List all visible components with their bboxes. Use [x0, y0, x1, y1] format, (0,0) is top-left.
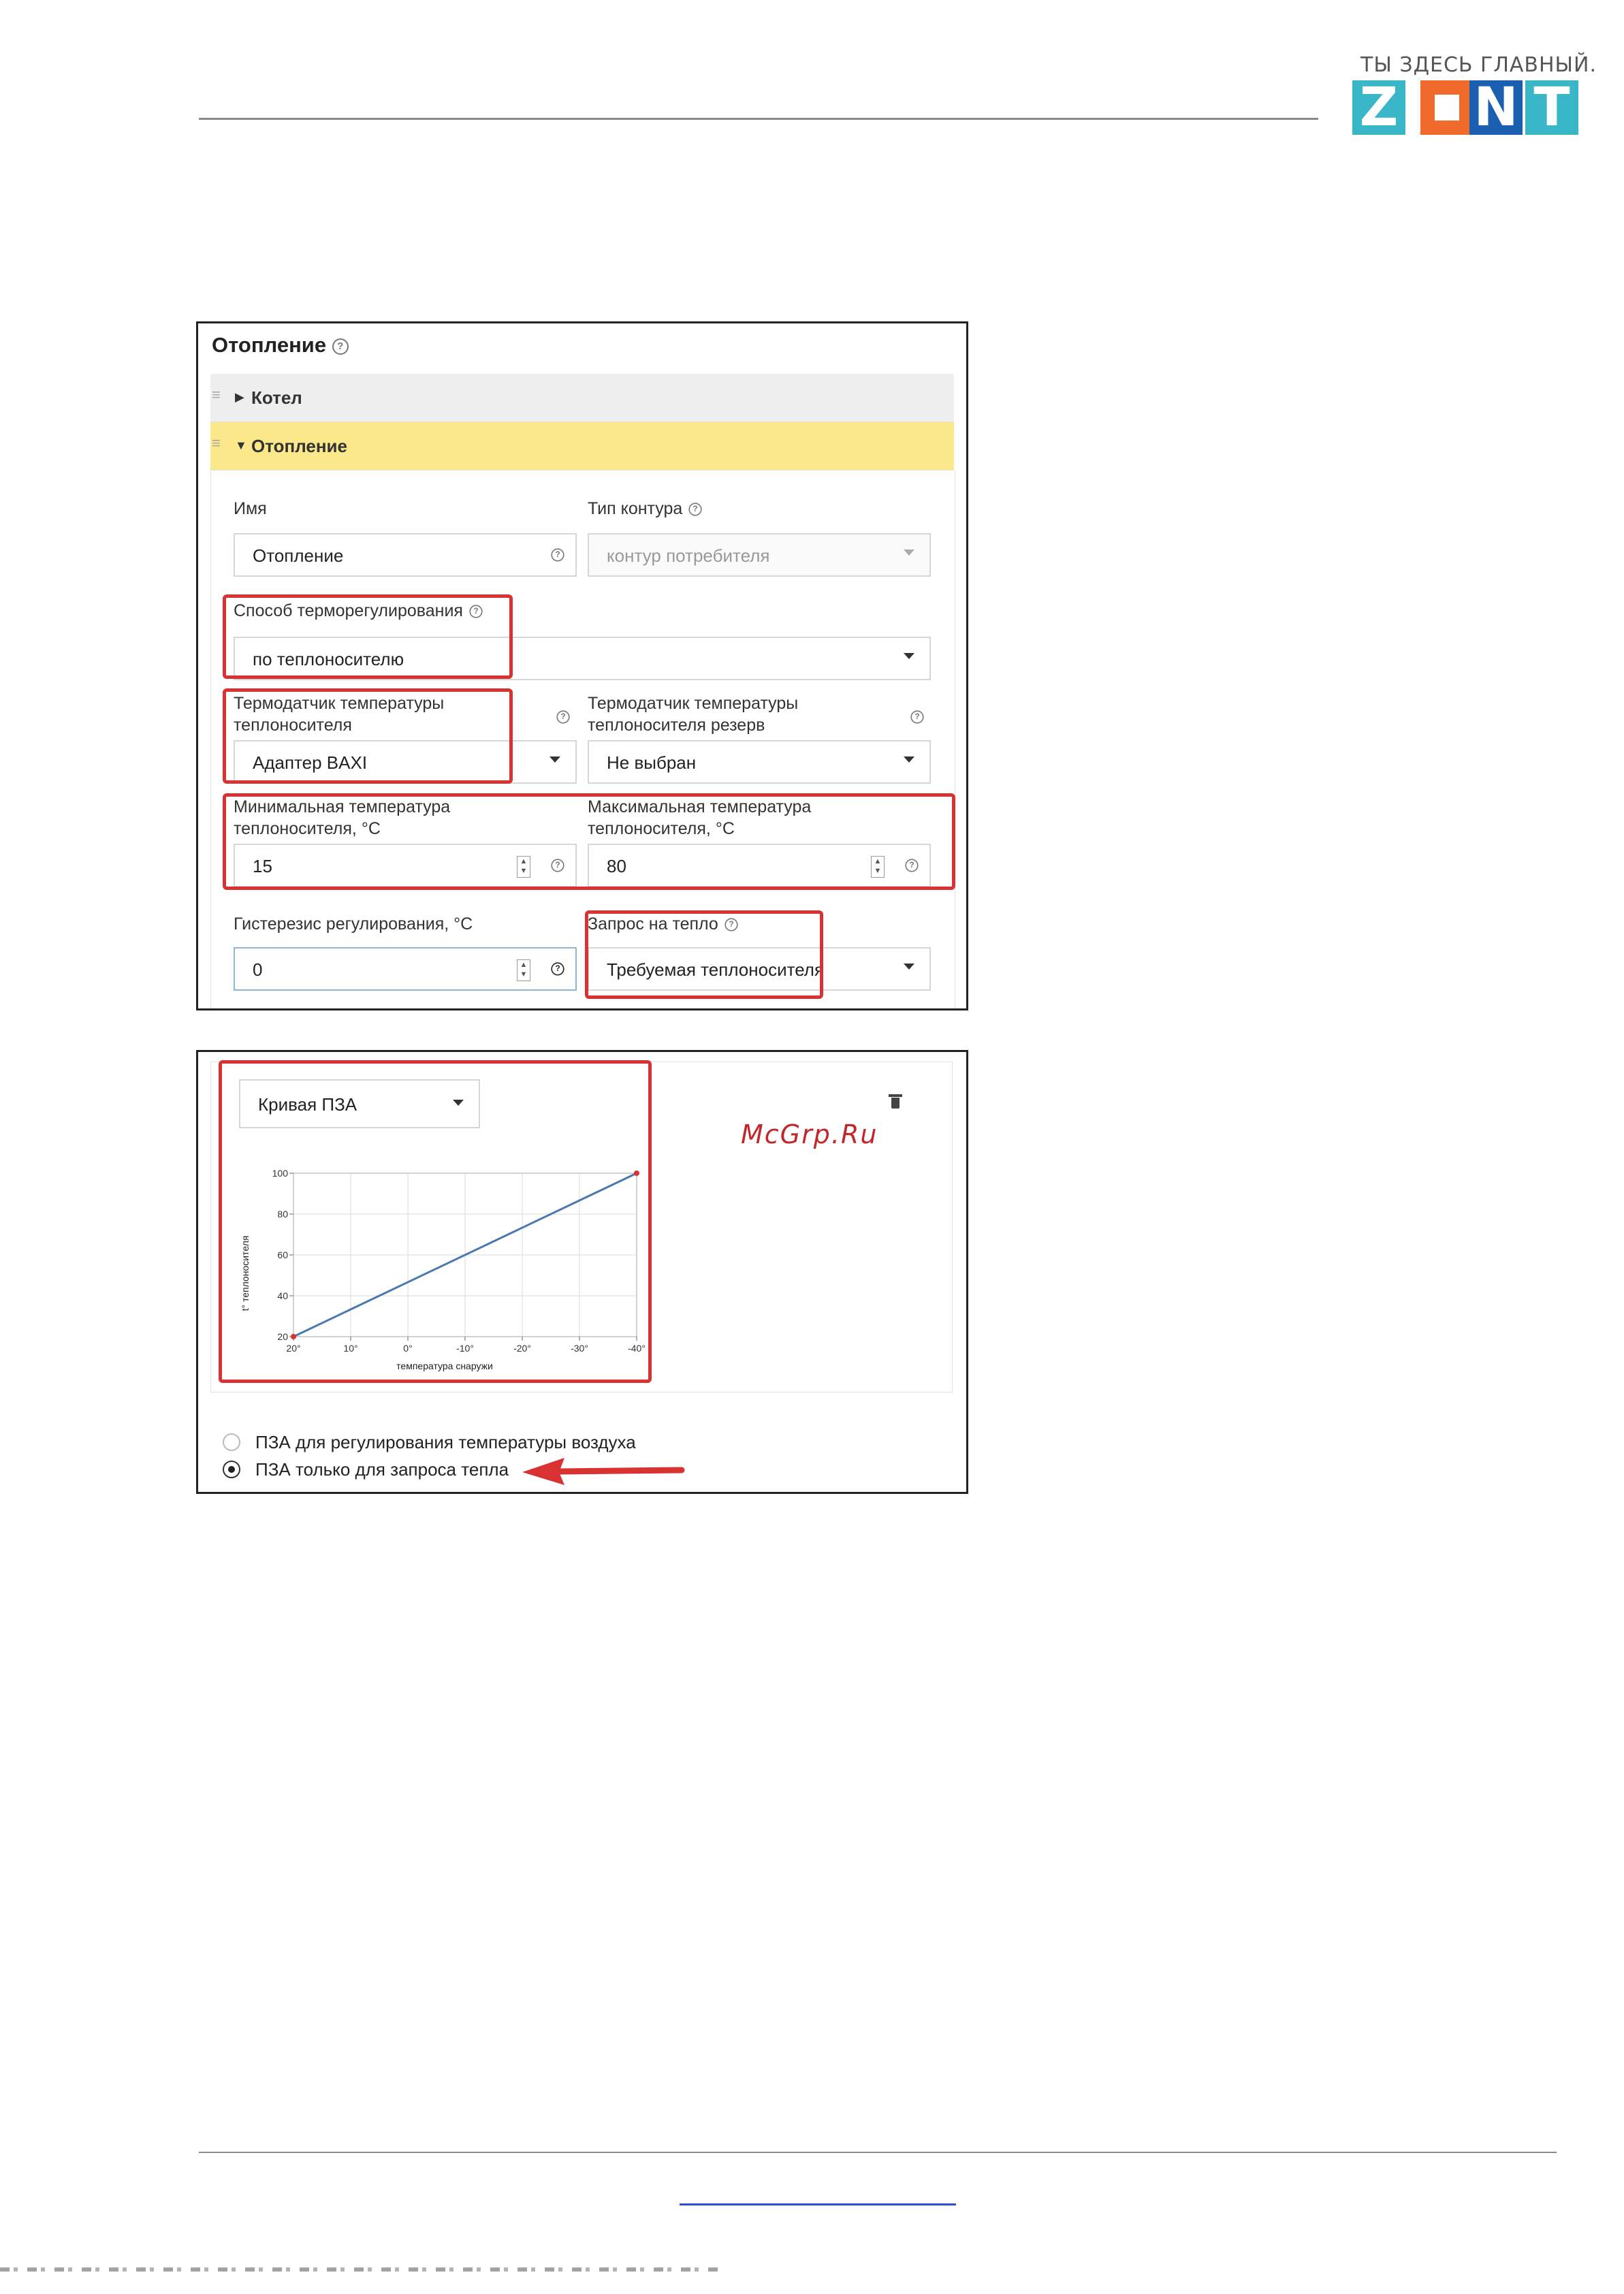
- sensor-label-line1: Термодатчик температуры: [234, 694, 445, 713]
- radio-heat-request-only[interactable]: [223, 1461, 240, 1478]
- min-temp-value: 15: [253, 856, 272, 876]
- help-icon[interactable]: ?: [551, 548, 564, 561]
- row-heating-label: Отопление: [251, 436, 347, 456]
- chart-x-tick-label: -10°: [456, 1343, 474, 1354]
- chart-x-tick-label: -30°: [571, 1343, 588, 1354]
- help-icon[interactable]: ?: [910, 710, 923, 723]
- circuit-type-select[interactable]: [588, 533, 931, 577]
- circuit-type-label-text: Тип контура: [588, 499, 683, 518]
- header-rule: [199, 118, 1318, 120]
- method-select[interactable]: [234, 637, 931, 680]
- help-icon[interactable]: ?: [551, 962, 564, 975]
- help-icon[interactable]: ?: [905, 859, 918, 872]
- sensor-label: [234, 692, 444, 736]
- sensor-reserve-label-line1: Термодатчик температуры: [588, 694, 799, 713]
- max-temp-label-line2: теплоносителя, °С: [588, 819, 735, 838]
- heating-settings-screenshot: [196, 321, 968, 1010]
- help-icon[interactable]: ?: [551, 859, 564, 872]
- name-input[interactable]: [234, 533, 577, 577]
- chart-point: [634, 1170, 639, 1176]
- curve-settings-screenshot: [196, 1050, 968, 1494]
- chevron-down-icon: [904, 963, 914, 970]
- sensor-reserve-select[interactable]: [588, 740, 931, 784]
- min-temp-label: [234, 796, 450, 840]
- scan-artifact: [0, 2267, 722, 2272]
- help-icon[interactable]: ?: [689, 503, 702, 516]
- heat-request-select[interactable]: [588, 947, 931, 991]
- heat-request-label-text: Запрос на тепло: [588, 914, 718, 934]
- logo-letter-z: Z: [1352, 80, 1405, 135]
- trash-icon[interactable]: [890, 1094, 901, 1109]
- circuit-type-value: контур потребителя: [607, 545, 770, 566]
- radio-heat-request-only-label: ПЗА только для запроса тепла: [255, 1459, 509, 1480]
- method-value: по теплоносителю: [253, 649, 404, 669]
- hysteresis-value: 0: [253, 959, 263, 980]
- logo-letter-n: N: [1469, 80, 1523, 135]
- min-temp-label-line1: Минимальная температура: [234, 797, 451, 816]
- drag-handle-icon[interactable]: ≡: [212, 386, 221, 403]
- chevron-down-icon: [904, 756, 914, 763]
- sensor-reserve-value: Не выбран: [607, 752, 697, 773]
- chart-x-tick-label: 10°: [343, 1343, 358, 1354]
- sensor-reserve-label: [588, 692, 798, 736]
- chart-y-tick-label: 60: [277, 1249, 288, 1260]
- sensor-select[interactable]: [234, 740, 577, 784]
- brand-tagline: ТЫ ЗДЕСЬ ГЛАВНЫЙ.: [1360, 53, 1597, 77]
- chart-x-tick-label: 20°: [286, 1343, 301, 1354]
- row-boiler[interactable]: [210, 374, 954, 422]
- chart-y-axis-label: t° теплоносителя: [240, 1235, 251, 1311]
- chart-x-tick-label: -20°: [513, 1343, 531, 1354]
- chart-x-tick-label: -40°: [628, 1343, 646, 1354]
- method-label-text: Способ терморегулирования: [234, 601, 463, 620]
- chart-x-axis-label: температура снаружи: [396, 1360, 493, 1371]
- stepper-icon[interactable]: ▲ ▼: [871, 856, 885, 878]
- stepper-icon[interactable]: ▲ ▼: [517, 959, 530, 981]
- logo-letter-t: T: [1525, 80, 1578, 135]
- curve-type-select[interactable]: [239, 1079, 480, 1128]
- heat-request-value: Требуемая теплоносителя: [607, 959, 825, 980]
- name-input-value: Отопление: [253, 545, 344, 566]
- sensor-reserve-label-line2: теплоносителя резерв: [588, 716, 765, 735]
- panel-title-text: Отопление: [212, 333, 327, 357]
- chevron-down-icon: [550, 756, 560, 763]
- heat-request-label: [588, 913, 739, 935]
- sensor-label-line2: теплоносителя: [234, 716, 352, 735]
- row-heating[interactable]: [210, 422, 954, 471]
- chart-y-tick-label: 100: [272, 1168, 288, 1179]
- help-icon[interactable]: ?: [332, 338, 349, 355]
- chart-y-tick-label: 20: [277, 1331, 288, 1342]
- min-temp-label-line2: теплоносителя, °С: [234, 819, 381, 838]
- logo-letter-o: [1420, 80, 1474, 135]
- help-icon[interactable]: ?: [469, 605, 482, 618]
- chart-y-tick-label: 40: [277, 1290, 288, 1301]
- sensor-value: Адаптер BAXI: [253, 752, 368, 773]
- caret-down-icon: ▼: [235, 439, 247, 452]
- radio-air-temp-label: ПЗА для регулирования температуры воздуха: [255, 1432, 636, 1452]
- curve-type-value: Кривая ПЗА: [258, 1094, 357, 1115]
- circuit-type-label: [588, 498, 703, 520]
- hysteresis-label: Гистерезис регулирования, °С: [234, 914, 473, 934]
- chevron-down-icon: [904, 549, 914, 556]
- chart-x-tick-label: 0°: [403, 1343, 413, 1354]
- stepper-icon[interactable]: ▲ ▼: [517, 856, 530, 878]
- method-label: [234, 600, 484, 622]
- footer-link[interactable]: [680, 2203, 956, 2205]
- red-arrow-icon: [518, 1454, 688, 1488]
- chart-point: [291, 1334, 296, 1339]
- panel-title: [212, 333, 349, 357]
- name-label: Имя: [234, 499, 267, 518]
- chart-y-tick-label: 80: [277, 1209, 288, 1220]
- row-boiler-label: Котел: [251, 387, 302, 408]
- max-temp-label-line1: Максимальная температура: [588, 797, 812, 816]
- hysteresis-input[interactable]: [234, 947, 577, 991]
- chevron-down-icon: [904, 653, 914, 659]
- min-temp-input[interactable]: [234, 844, 577, 887]
- radio-air-temp[interactable]: [223, 1433, 240, 1451]
- max-temp-input[interactable]: [588, 844, 931, 887]
- chevron-down-icon: [453, 1100, 464, 1106]
- max-temp-label: [588, 796, 811, 840]
- footer-rule: [199, 2152, 1557, 2153]
- help-icon[interactable]: ?: [556, 710, 569, 723]
- max-temp-value: 80: [607, 856, 626, 876]
- caret-right-icon: ▶: [235, 390, 244, 404]
- help-icon[interactable]: ?: [725, 919, 737, 931]
- watermark: McGrp.Ru: [741, 1119, 878, 1149]
- drag-handle-icon[interactable]: ≡: [212, 434, 221, 451]
- pza-curve-chart: [239, 1161, 661, 1372]
